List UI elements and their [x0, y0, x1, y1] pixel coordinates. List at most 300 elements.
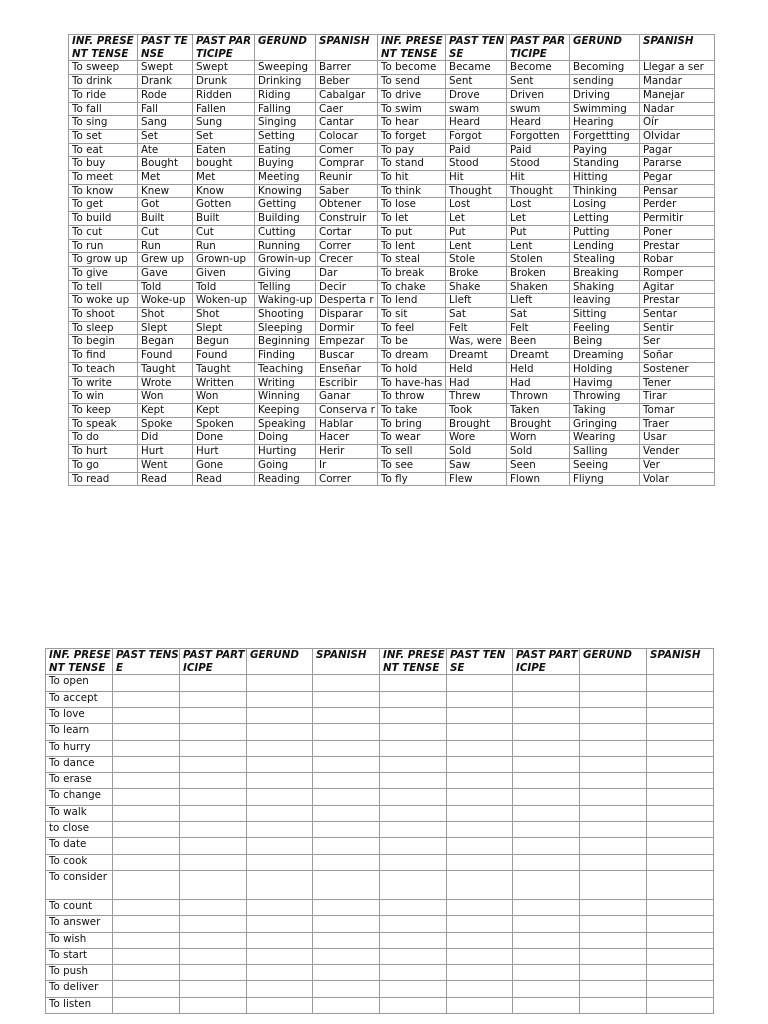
blank-cell: [380, 822, 447, 838]
table-cell: To run: [69, 239, 138, 253]
table-cell: Colocar: [316, 129, 378, 143]
table-cell: Traer: [640, 417, 715, 431]
table-cell: Worn: [507, 431, 570, 445]
table-cell: Gotten: [193, 198, 255, 212]
blank-cell: [113, 997, 180, 1013]
table-cell: Lleft: [507, 294, 570, 308]
blank-cell: [580, 724, 647, 740]
blank-cell: [113, 773, 180, 789]
table-cell: To find: [69, 349, 138, 363]
table-cell: Sentar: [640, 308, 715, 322]
table-cell: Run: [138, 239, 193, 253]
table-cell: Pensar: [640, 184, 715, 198]
table-cell: Telling: [255, 280, 316, 294]
col-past-participle: PAST PARTICIPE: [193, 35, 255, 61]
table-cell: Letting: [570, 212, 640, 226]
blank-cell: [647, 838, 714, 854]
blank-cell: [580, 756, 647, 772]
table-cell: Let: [446, 212, 507, 226]
table-cell: Beber: [316, 75, 378, 89]
table-cell: Dreamt: [446, 349, 507, 363]
table-cell: Caer: [316, 102, 378, 116]
table-cell: Agitar: [640, 280, 715, 294]
table-cell: To steal: [378, 253, 446, 267]
table-cell: leaving: [570, 294, 640, 308]
table-cell: Grew up: [138, 253, 193, 267]
table-cell: Sold: [507, 445, 570, 459]
blank-cell: [380, 740, 447, 756]
blank-cell: [647, 691, 714, 707]
table-cell: Losing: [570, 198, 640, 212]
blank-cell: [380, 838, 447, 854]
table-cell: To bring: [378, 417, 446, 431]
table-cell: Hitting: [570, 171, 640, 185]
table-row: [46, 691, 714, 707]
table-cell: Began: [138, 335, 193, 349]
table-cell: Saw: [446, 458, 507, 472]
blank-cell: [247, 916, 313, 932]
blank-cell: [113, 899, 180, 915]
table-cell: Sweeping: [255, 61, 316, 75]
blank-cell: [247, 822, 313, 838]
col-past-participle: PAST PARTICIPE: [507, 35, 570, 61]
table-cell: Obtener: [316, 198, 378, 212]
blank-cell: [313, 997, 380, 1013]
blank-cell: [113, 675, 180, 691]
verb-cell: To listen: [46, 997, 113, 1013]
table-cell: Crecer: [316, 253, 378, 267]
table-cell: Sostener: [640, 362, 715, 376]
table-row: [69, 266, 715, 280]
table-cell: Lost: [446, 198, 507, 212]
table-cell: Running: [255, 239, 316, 253]
blank-cell: [180, 899, 247, 915]
table-cell: Been: [507, 335, 570, 349]
table-cell: Found: [193, 349, 255, 363]
blank-cell: [113, 870, 180, 899]
verb-cell: To push: [46, 965, 113, 981]
table-row: [69, 143, 715, 157]
table-row: [46, 854, 714, 870]
table-cell: To drink: [69, 75, 138, 89]
table-cell: Building: [255, 212, 316, 226]
blank-cell: [647, 822, 714, 838]
table-cell: Wearing: [570, 431, 640, 445]
table-cell: Met: [193, 171, 255, 185]
blank-cell: [513, 675, 580, 691]
blank-cell: [447, 805, 513, 821]
blank-cell: [380, 965, 447, 981]
table-cell: Sentir: [640, 321, 715, 335]
table-cell: Taken: [507, 403, 570, 417]
blank-cell: [447, 899, 513, 915]
table-cell: Poner: [640, 225, 715, 239]
table-cell: Swimming: [570, 102, 640, 116]
table-cell: Prestar: [640, 239, 715, 253]
col-past-participle: PAST PARTICIPE: [513, 649, 580, 675]
col-inf-present: INF. PRESENT TENSE: [378, 35, 446, 61]
blank-cell: [580, 899, 647, 915]
table-cell: Read: [193, 472, 255, 486]
table-cell: Soñar: [640, 349, 715, 363]
blank-cell: [513, 708, 580, 724]
table-cell: To woke up: [69, 294, 138, 308]
table-row: [46, 838, 714, 854]
table-row: [69, 417, 715, 431]
blank-cell: [247, 899, 313, 915]
table-cell: Held: [446, 362, 507, 376]
verb-cell: To deliver: [46, 981, 113, 997]
table-row: [69, 390, 715, 404]
table-cell: Writing: [255, 376, 316, 390]
table-row: [69, 431, 715, 445]
table-cell: swum: [507, 102, 570, 116]
table-cell: Drank: [138, 75, 193, 89]
table-cell: To let: [378, 212, 446, 226]
col-past-tense: PAST TENSE: [446, 35, 507, 61]
table-cell: Oír: [640, 116, 715, 130]
table-row: [46, 724, 714, 740]
table-cell: Sat: [507, 308, 570, 322]
table-cell: Was, were: [446, 335, 507, 349]
table-row: [69, 198, 715, 212]
table-cell: Going: [255, 458, 316, 472]
blank-cell: [580, 691, 647, 707]
blank-cell: [647, 932, 714, 948]
blank-cell: [313, 838, 380, 854]
table-cell: Found: [138, 349, 193, 363]
blank-cell: [580, 740, 647, 756]
table-cell: To give: [69, 266, 138, 280]
table-cell: Went: [138, 458, 193, 472]
table1-header-row: [69, 35, 715, 61]
table-cell: swam: [446, 102, 507, 116]
blank-cell: [380, 854, 447, 870]
table-cell: Lent: [446, 239, 507, 253]
table-row: [69, 362, 715, 376]
table-cell: Heard: [507, 116, 570, 130]
blank-cell: [313, 965, 380, 981]
table-cell: Won: [138, 390, 193, 404]
verb-table-blank: [45, 648, 714, 1014]
table-cell: Spoke: [138, 417, 193, 431]
table-cell: To be: [378, 335, 446, 349]
table-row: [46, 997, 714, 1013]
table-cell: Set: [193, 129, 255, 143]
table-cell: Cutting: [255, 225, 316, 239]
table-cell: Lent: [507, 239, 570, 253]
verb-cell: To erase: [46, 773, 113, 789]
table-cell: Paid: [446, 143, 507, 157]
blank-cell: [513, 789, 580, 805]
table-cell: Dar: [316, 266, 378, 280]
blank-cell: [647, 756, 714, 772]
table-cell: Flew: [446, 472, 507, 486]
table-row: [69, 253, 715, 267]
table-cell: Desperta r: [316, 294, 378, 308]
table-cell: Hit: [507, 171, 570, 185]
blank-cell: [180, 805, 247, 821]
table-cell: Hacer: [316, 431, 378, 445]
table-cell: Did: [138, 431, 193, 445]
table-cell: Became: [446, 61, 507, 75]
blank-cell: [513, 997, 580, 1013]
table-cell: Teaching: [255, 362, 316, 376]
blank-cell: [580, 981, 647, 997]
table-cell: Being: [570, 335, 640, 349]
blank-cell: [313, 932, 380, 948]
table-row: [46, 789, 714, 805]
blank-cell: [513, 899, 580, 915]
table-cell: To grow up: [69, 253, 138, 267]
blank-cell: [447, 997, 513, 1013]
table-cell: Fallen: [193, 102, 255, 116]
table-cell: Sung: [193, 116, 255, 130]
table-row: [69, 75, 715, 89]
blank-cell: [180, 724, 247, 740]
table-cell: Put: [507, 225, 570, 239]
table-cell: Fall: [138, 102, 193, 116]
blank-cell: [513, 756, 580, 772]
verb-cell: To learn: [46, 724, 113, 740]
table-cell: Bought: [138, 157, 193, 171]
blank-cell: [247, 981, 313, 997]
table-cell: Told: [193, 280, 255, 294]
table-row: [46, 899, 714, 915]
blank-cell: [647, 981, 714, 997]
table-cell: Singing: [255, 116, 316, 130]
blank-cell: [513, 981, 580, 997]
table-cell: Sent: [446, 75, 507, 89]
blank-cell: [180, 854, 247, 870]
table-cell: To sell: [378, 445, 446, 459]
table-cell: Pararse: [640, 157, 715, 171]
table-cell: Lost: [507, 198, 570, 212]
table-cell: Shaking: [570, 280, 640, 294]
table-cell: Met: [138, 171, 193, 185]
blank-cell: [447, 965, 513, 981]
blank-cell: [113, 916, 180, 932]
table-cell: Comer: [316, 143, 378, 157]
table-cell: Perder: [640, 198, 715, 212]
table-row: [69, 458, 715, 472]
blank-cell: [647, 899, 714, 915]
verb-table-filled: [68, 34, 715, 486]
table-cell: Told: [138, 280, 193, 294]
table-cell: Ir: [316, 458, 378, 472]
blank-cell: [647, 965, 714, 981]
blank-cell: [247, 932, 313, 948]
table-cell: Got: [138, 198, 193, 212]
blank-cell: [447, 948, 513, 964]
blank-cell: [580, 997, 647, 1013]
table-cell: Thinking: [570, 184, 640, 198]
blank-cell: [247, 675, 313, 691]
verb-cell: To love: [46, 708, 113, 724]
table-cell: Hurt: [193, 445, 255, 459]
table-cell: Llegar a ser: [640, 61, 715, 75]
table-cell: To shoot: [69, 308, 138, 322]
blank-cell: [313, 916, 380, 932]
blank-cell: [313, 948, 380, 964]
blank-cell: [180, 838, 247, 854]
table-cell: To buy: [69, 157, 138, 171]
table-cell: Olvidar: [640, 129, 715, 143]
table-cell: Threw: [446, 390, 507, 404]
verb-cell: To count: [46, 899, 113, 915]
table-cell: Sleeping: [255, 321, 316, 335]
table-row: [69, 225, 715, 239]
table-cell: Herir: [316, 445, 378, 459]
table-row: [69, 472, 715, 486]
table-cell: Standing: [570, 157, 640, 171]
blank-cell: [113, 724, 180, 740]
table-cell: Slept: [193, 321, 255, 335]
table-cell: Speaking: [255, 417, 316, 431]
blank-cell: [247, 691, 313, 707]
blank-cell: [513, 932, 580, 948]
table-cell: bought: [193, 157, 255, 171]
blank-cell: [447, 724, 513, 740]
table-cell: To send: [378, 75, 446, 89]
table-cell: Dormir: [316, 321, 378, 335]
table-cell: To feel: [378, 321, 446, 335]
verb-cell: To wish: [46, 932, 113, 948]
table-cell: Lending: [570, 239, 640, 253]
table-cell: Took: [446, 403, 507, 417]
table-cell: Dreaming: [570, 349, 640, 363]
table-cell: Built: [138, 212, 193, 226]
table-cell: Getting: [255, 198, 316, 212]
table-cell: Stealing: [570, 253, 640, 267]
verb-cell: To dance: [46, 756, 113, 772]
table-cell: Manejar: [640, 88, 715, 102]
blank-cell: [180, 981, 247, 997]
table-cell: Dreamt: [507, 349, 570, 363]
blank-cell: [247, 870, 313, 899]
table-cell: Knew: [138, 184, 193, 198]
table-row: [46, 773, 714, 789]
table-row: [46, 932, 714, 948]
table-cell: Sang: [138, 116, 193, 130]
table-cell: To forget: [378, 129, 446, 143]
table-cell: Nadar: [640, 102, 715, 116]
table-cell: To hold: [378, 362, 446, 376]
table-cell: Gave: [138, 266, 193, 280]
table-row: [69, 321, 715, 335]
table-cell: Paid: [507, 143, 570, 157]
table-cell: Ser: [640, 335, 715, 349]
table-cell: To tell: [69, 280, 138, 294]
table-cell: Setting: [255, 129, 316, 143]
table-cell: To eat: [69, 143, 138, 157]
table-cell: Woke-up: [138, 294, 193, 308]
table-cell: Sold: [446, 445, 507, 459]
table-cell: Saber: [316, 184, 378, 198]
table-row: [69, 403, 715, 417]
col-gerund: GERUND: [570, 35, 640, 61]
table-cell: Spoken: [193, 417, 255, 431]
table-cell: Forgot: [446, 129, 507, 143]
table-cell: Hurting: [255, 445, 316, 459]
verb-cell: To answer: [46, 916, 113, 932]
table-cell: Pegar: [640, 171, 715, 185]
table-cell: Gringing: [570, 417, 640, 431]
blank-cell: [380, 948, 447, 964]
table-row: [69, 116, 715, 130]
table-cell: Brought: [446, 417, 507, 431]
blank-cell: [313, 691, 380, 707]
table-cell: Read: [138, 472, 193, 486]
blank-cell: [447, 773, 513, 789]
table-cell: Meeting: [255, 171, 316, 185]
table-cell: To chake: [378, 280, 446, 294]
col-spanish: SPANISH: [313, 649, 380, 675]
table-cell: Disparar: [316, 308, 378, 322]
table-cell: To hit: [378, 171, 446, 185]
table-cell: Written: [193, 376, 255, 390]
blank-cell: [380, 916, 447, 932]
table-cell: Eaten: [193, 143, 255, 157]
blank-cell: [247, 805, 313, 821]
col-spanish: SPANISH: [647, 649, 714, 675]
blank-cell: [113, 932, 180, 948]
blank-cell: [580, 773, 647, 789]
blank-cell: [113, 981, 180, 997]
blank-cell: [113, 691, 180, 707]
table-cell: Throwing: [570, 390, 640, 404]
blank-cell: [647, 997, 714, 1013]
table-row: [69, 171, 715, 185]
table-row: [69, 349, 715, 363]
table-cell: Tener: [640, 376, 715, 390]
col-inf-present: INF. PRESENT TENSE: [69, 35, 138, 61]
blank-cell: [380, 870, 447, 899]
col-past-tense: PAST TENSE: [113, 649, 180, 675]
blank-cell: [447, 981, 513, 997]
table-cell: Ate: [138, 143, 193, 157]
table-cell: Holding: [570, 362, 640, 376]
table-cell: To drive: [378, 88, 446, 102]
table-cell: To cut: [69, 225, 138, 239]
table-cell: Becoming: [570, 61, 640, 75]
table-row: [69, 335, 715, 349]
table-cell: To break: [378, 266, 446, 280]
table-cell: Wrote: [138, 376, 193, 390]
blank-cell: [313, 822, 380, 838]
blank-cell: [513, 965, 580, 981]
blank-cell: [247, 773, 313, 789]
table-cell: Hurt: [138, 445, 193, 459]
blank-cell: [380, 789, 447, 805]
blank-cell: [380, 724, 447, 740]
table-cell: Built: [193, 212, 255, 226]
blank-cell: [647, 870, 714, 899]
blank-cell: [513, 854, 580, 870]
blank-cell: [380, 675, 447, 691]
blank-cell: [247, 756, 313, 772]
table-cell: Stood: [507, 157, 570, 171]
table-cell: Begun: [193, 335, 255, 349]
table-cell: Robar: [640, 253, 715, 267]
blank-cell: [513, 691, 580, 707]
table-cell: Flown: [507, 472, 570, 486]
table-cell: Fliyng: [570, 472, 640, 486]
table-cell: Buscar: [316, 349, 378, 363]
table-cell: Swept: [138, 61, 193, 75]
table-row: [46, 870, 714, 899]
blank-cell: [447, 822, 513, 838]
